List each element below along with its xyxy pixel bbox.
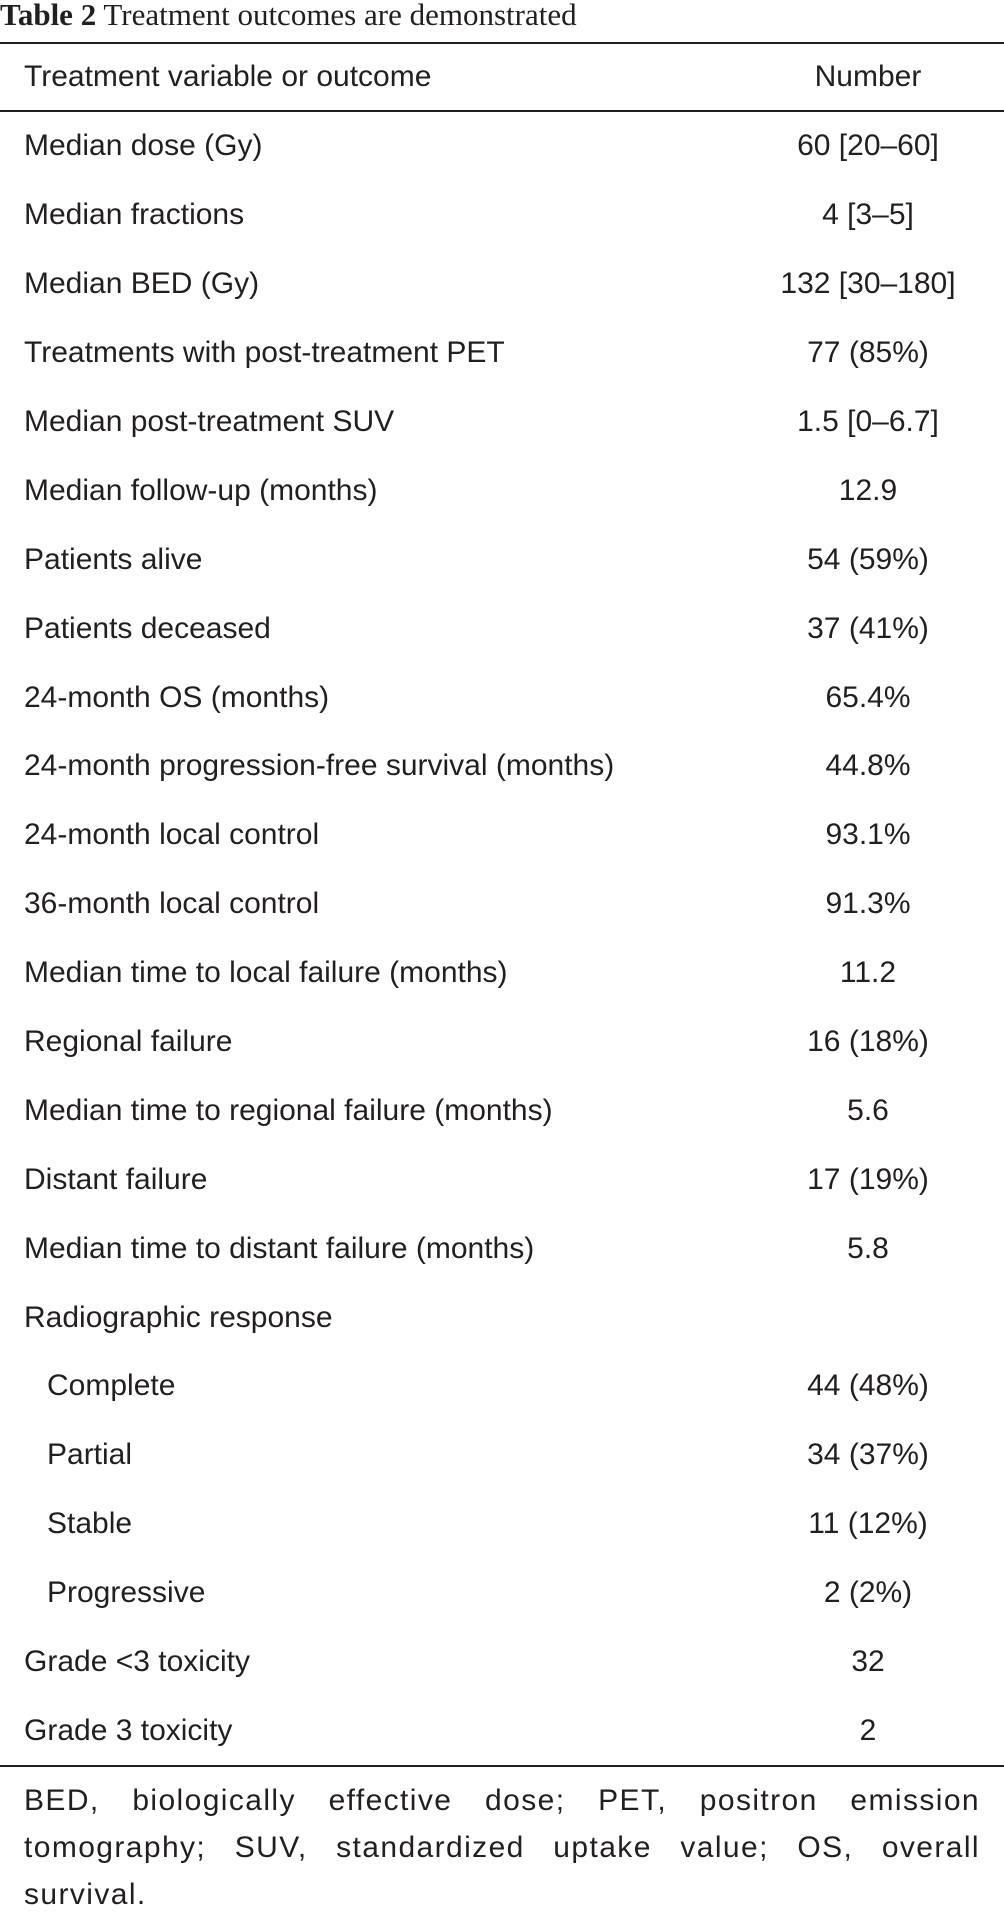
row-value: 32 [851, 1645, 885, 1679]
row-label: Stable [47, 1507, 133, 1541]
table-row [0, 1559, 1004, 1628]
row-label: Partial [47, 1438, 133, 1472]
row-value: 37 (41%) [807, 611, 929, 645]
table-row [0, 456, 1004, 525]
row-value: 132 [30–180] [780, 267, 956, 301]
table-row [0, 1008, 1004, 1077]
row-label: Complete [47, 1369, 176, 1403]
column-header-variable: Treatment variable or outcome [24, 60, 432, 93]
table-row [0, 319, 1004, 388]
table-row [0, 111, 1004, 181]
row-value: 54 (59%) [807, 542, 929, 576]
row-value: 16 (18%) [807, 1025, 929, 1059]
table-row [0, 388, 1004, 457]
row-label: Median time to local failure (months) [24, 956, 508, 990]
row-label: 24-month OS (months) [24, 680, 330, 714]
row-value: 5.8 [847, 1231, 889, 1265]
row-value: 44 (48%) [807, 1369, 929, 1403]
table-row [0, 1490, 1004, 1559]
table-row [0, 1283, 1004, 1352]
table-row [0, 1628, 1004, 1697]
row-label: Median BED (Gy) [24, 267, 260, 301]
table-row [0, 1145, 1004, 1214]
row-value: 17 (19%) [807, 1162, 929, 1196]
table-body [0, 111, 1004, 1766]
row-label: Median fractions [24, 198, 245, 232]
row-label: Progressive [47, 1576, 206, 1610]
row-value: 44.8% [825, 749, 911, 783]
outcomes-table-container [0, 42, 1004, 1918]
row-value: 1.5 [0–6.7] [797, 405, 939, 438]
table-row [0, 181, 1004, 250]
column-header-number: Number [814, 60, 922, 93]
row-label: Median time to regional failure (months) [24, 1093, 553, 1127]
table-header-row [0, 43, 1004, 111]
row-label: Patients deceased [24, 611, 271, 645]
table-footnote: BED, biologically effective dose; PET, positron emission tomography; SUV, standardized uptake value; OS, overall survival. [24, 1784, 980, 1912]
row-value: 11.2 [839, 956, 897, 990]
row-value: 34 (37%) [807, 1438, 929, 1472]
row-label: Treatments with post-treatment PET [24, 336, 505, 370]
row-value: 65.4% [825, 680, 911, 714]
row-value: 2 (2%) [823, 1576, 913, 1610]
table-row [0, 1076, 1004, 1145]
row-label: 24-month local control [24, 818, 320, 852]
row-label: Median follow-up (months) [24, 473, 378, 507]
row-label: Median time to distant failure (months) [24, 1231, 535, 1265]
table-row [0, 1696, 1004, 1766]
table-row [0, 732, 1004, 801]
table-row [0, 1352, 1004, 1421]
outcomes-table [0, 42, 1004, 1767]
row-value: 11 (12%) [808, 1507, 928, 1541]
row-label: Median dose (Gy) [24, 129, 263, 163]
table-caption [0, 0, 577, 40]
table-title: Treatment outcomes are demonstrated [103, 0, 577, 32]
row-label: Radiographic response [24, 1300, 333, 1334]
row-label: Distant failure [24, 1162, 208, 1196]
row-label: Regional failure [24, 1025, 233, 1059]
row-value [732, 1283, 1004, 1352]
row-label: 36-month local control [24, 887, 320, 921]
row-value: 93.1% [825, 818, 911, 852]
row-value: 12.9 [838, 473, 898, 507]
row-value: 77 (85%) [807, 336, 929, 370]
row-label: Median post-treatment SUV [24, 405, 395, 438]
row-value: 60 [20–60] [797, 129, 939, 163]
row-value: 4 [3–5] [822, 198, 914, 232]
row-label: Grade 3 toxicity [24, 1713, 233, 1747]
row-label: 24-month progression-free survival (months) [24, 749, 615, 783]
table-row [0, 1421, 1004, 1490]
table-row [0, 594, 1004, 663]
row-label: Patients alive [24, 542, 203, 576]
table-row [0, 250, 1004, 319]
row-value: 2 [859, 1713, 877, 1747]
table-number: Table 2 [0, 0, 97, 32]
table-row [0, 801, 1004, 870]
row-value: 91.3% [825, 887, 911, 921]
table-row [0, 1214, 1004, 1283]
table-row [0, 939, 1004, 1008]
table-row [0, 663, 1004, 732]
row-value: 5.6 [847, 1093, 889, 1127]
row-label: Grade <3 toxicity [24, 1645, 250, 1679]
table-row [0, 525, 1004, 594]
table-row [0, 870, 1004, 939]
